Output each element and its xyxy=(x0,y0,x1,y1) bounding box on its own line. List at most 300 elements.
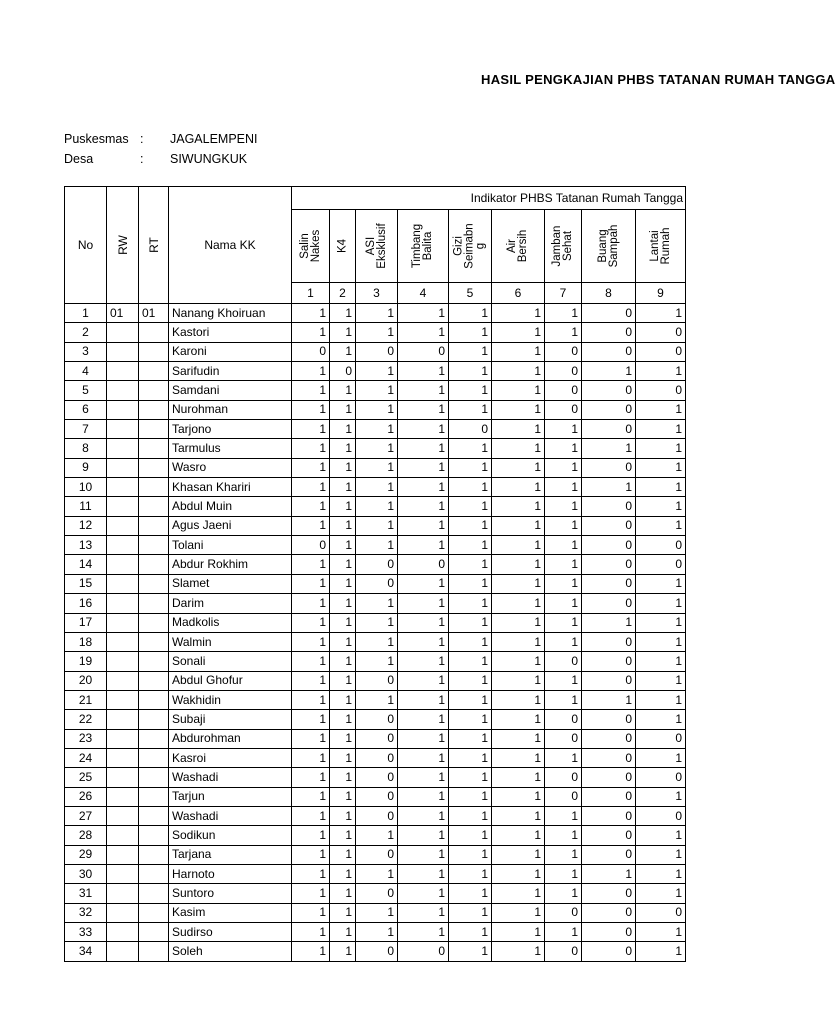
table-row xyxy=(65,903,686,922)
cell-indicator-9: 1 xyxy=(636,362,686,381)
cell-indicator-2: 0 xyxy=(330,362,356,381)
cell-rw xyxy=(107,555,139,574)
cell-no: 28 xyxy=(65,826,107,845)
table-row xyxy=(65,923,686,942)
cell-rw xyxy=(107,342,139,361)
cell-indicator-5: 1 xyxy=(449,942,492,961)
cell-indicator-4: 1 xyxy=(398,400,449,419)
cell-indicator-5: 1 xyxy=(449,613,492,632)
cell-indicator-7: 1 xyxy=(545,923,582,942)
table-row xyxy=(65,671,686,690)
cell-indicator-8: 1 xyxy=(582,439,636,458)
cell-indicator-5: 1 xyxy=(449,864,492,883)
cell-rw xyxy=(107,594,139,613)
cell-indicator-3: 0 xyxy=(356,768,398,787)
cell-no: 20 xyxy=(65,671,107,690)
cell-indicator-8: 0 xyxy=(582,710,636,729)
cell-indicator-2: 1 xyxy=(330,574,356,593)
cell-indicator-9: 0 xyxy=(636,729,686,748)
cell-indicator-7: 0 xyxy=(545,710,582,729)
cell-indicator-3: 0 xyxy=(356,729,398,748)
cell-indicator-5: 1 xyxy=(449,652,492,671)
cell-indicator-8: 0 xyxy=(582,516,636,535)
cell-indicator-7: 1 xyxy=(545,806,582,825)
cell-indicator-1: 1 xyxy=(292,787,330,806)
cell-indicator-7: 1 xyxy=(545,555,582,574)
cell-indicator-1: 1 xyxy=(292,884,330,903)
cell-indicator-6: 1 xyxy=(492,845,545,864)
cell-no: 16 xyxy=(65,594,107,613)
cell-indicator-6: 1 xyxy=(492,516,545,535)
cell-indicator-5: 1 xyxy=(449,884,492,903)
cell-indicator-4: 1 xyxy=(398,748,449,767)
cell-indicator-6: 1 xyxy=(492,613,545,632)
cell-no: 23 xyxy=(65,729,107,748)
cell-indicator-1: 1 xyxy=(292,613,330,632)
cell-indicator-7: 0 xyxy=(545,768,582,787)
cell-indicator-5: 1 xyxy=(449,342,492,361)
cell-indicator-6: 1 xyxy=(492,787,545,806)
cell-indicator-6: 1 xyxy=(492,923,545,942)
cell-indicator-7: 1 xyxy=(545,304,582,323)
cell-indicator-1: 1 xyxy=(292,768,330,787)
table-row xyxy=(65,381,686,400)
cell-indicator-9: 1 xyxy=(636,632,686,651)
cell-indicator-4: 1 xyxy=(398,497,449,516)
cell-nama-kk: Tarmulus xyxy=(169,439,292,458)
cell-indicator-5: 1 xyxy=(449,845,492,864)
cell-indicator-8: 1 xyxy=(582,362,636,381)
cell-indicator-6: 1 xyxy=(492,710,545,729)
cell-indicator-9: 1 xyxy=(636,458,686,477)
cell-rt xyxy=(139,826,169,845)
cell-indicator-7: 0 xyxy=(545,400,582,419)
cell-rt xyxy=(139,690,169,709)
cell-indicator-3: 0 xyxy=(356,942,398,961)
table-row xyxy=(65,516,686,535)
table-row xyxy=(65,342,686,361)
cell-indicator-7: 1 xyxy=(545,884,582,903)
cell-rt xyxy=(139,400,169,419)
table-row xyxy=(65,478,686,497)
cell-no: 7 xyxy=(65,420,107,439)
indicator-label-1: Salin Nakes xyxy=(292,210,330,283)
cell-indicator-2: 1 xyxy=(330,903,356,922)
cell-nama-kk: Suntoro xyxy=(169,884,292,903)
cell-indicator-9: 1 xyxy=(636,671,686,690)
desa-value: SIWUNGKUK xyxy=(170,152,248,166)
cell-indicator-2: 1 xyxy=(330,923,356,942)
cell-indicator-6: 1 xyxy=(492,555,545,574)
cell-no: 11 xyxy=(65,497,107,516)
cell-indicator-5: 0 xyxy=(449,420,492,439)
cell-indicator-9: 0 xyxy=(636,323,686,342)
cell-indicator-4: 0 xyxy=(398,942,449,961)
cell-indicator-8: 0 xyxy=(582,652,636,671)
cell-indicator-5: 1 xyxy=(449,710,492,729)
cell-indicator-6: 1 xyxy=(492,729,545,748)
cell-rt xyxy=(139,729,169,748)
cell-rw xyxy=(107,903,139,922)
cell-indicator-1: 1 xyxy=(292,671,330,690)
indicator-number-2: 2 xyxy=(330,283,356,304)
cell-indicator-9: 0 xyxy=(636,903,686,922)
cell-nama-kk: Subaji xyxy=(169,710,292,729)
cell-indicator-2: 1 xyxy=(330,478,356,497)
cell-indicator-5: 1 xyxy=(449,458,492,477)
cell-indicator-7: 0 xyxy=(545,942,582,961)
cell-indicator-2: 1 xyxy=(330,458,356,477)
header-no: No xyxy=(65,187,107,304)
cell-indicator-8: 1 xyxy=(582,864,636,883)
cell-indicator-3: 1 xyxy=(356,439,398,458)
cell-indicator-2: 1 xyxy=(330,497,356,516)
cell-indicator-7: 1 xyxy=(545,536,582,555)
header-indikator: Indikator PHBS Tatanan Rumah Tangga xyxy=(292,187,686,210)
cell-indicator-1: 1 xyxy=(292,420,330,439)
cell-indicator-7: 1 xyxy=(545,864,582,883)
cell-indicator-1: 1 xyxy=(292,632,330,651)
cell-indicator-6: 1 xyxy=(492,342,545,361)
cell-indicator-6: 1 xyxy=(492,400,545,419)
cell-indicator-9: 1 xyxy=(636,864,686,883)
cell-indicator-9: 1 xyxy=(636,923,686,942)
cell-indicator-4: 1 xyxy=(398,710,449,729)
cell-indicator-3: 0 xyxy=(356,884,398,903)
table-row xyxy=(65,574,686,593)
cell-indicator-2: 1 xyxy=(330,806,356,825)
cell-nama-kk: Kasim xyxy=(169,903,292,922)
cell-rt xyxy=(139,884,169,903)
cell-nama-kk: Harnoto xyxy=(169,864,292,883)
cell-indicator-1: 1 xyxy=(292,729,330,748)
cell-indicator-1: 1 xyxy=(292,362,330,381)
indicator-label-3: ASI Eksklusif xyxy=(356,210,398,283)
cell-rt xyxy=(139,458,169,477)
cell-rw xyxy=(107,748,139,767)
cell-indicator-2: 1 xyxy=(330,748,356,767)
cell-indicator-6: 1 xyxy=(492,362,545,381)
cell-indicator-8: 0 xyxy=(582,845,636,864)
cell-indicator-6: 1 xyxy=(492,671,545,690)
cell-indicator-9: 0 xyxy=(636,555,686,574)
cell-rt xyxy=(139,652,169,671)
desa-colon: : xyxy=(140,152,144,166)
cell-nama-kk: Abdul Ghofur xyxy=(169,671,292,690)
cell-no: 2 xyxy=(65,323,107,342)
phbs-table xyxy=(64,186,686,962)
cell-indicator-8: 0 xyxy=(582,400,636,419)
cell-indicator-2: 1 xyxy=(330,729,356,748)
cell-indicator-9: 1 xyxy=(636,613,686,632)
cell-indicator-1: 1 xyxy=(292,400,330,419)
cell-indicator-6: 1 xyxy=(492,884,545,903)
cell-indicator-2: 1 xyxy=(330,690,356,709)
table-row xyxy=(65,884,686,903)
puskesmas-value: JAGALEMPENI xyxy=(170,132,258,146)
cell-indicator-7: 0 xyxy=(545,787,582,806)
cell-indicator-7: 1 xyxy=(545,478,582,497)
cell-indicator-2: 1 xyxy=(330,768,356,787)
cell-indicator-2: 1 xyxy=(330,652,356,671)
cell-indicator-9: 1 xyxy=(636,652,686,671)
indicator-number-8: 8 xyxy=(582,283,636,304)
cell-indicator-1: 1 xyxy=(292,497,330,516)
cell-rt xyxy=(139,748,169,767)
cell-rw xyxy=(107,710,139,729)
table-row xyxy=(65,768,686,787)
cell-indicator-2: 1 xyxy=(330,381,356,400)
cell-indicator-2: 1 xyxy=(330,942,356,961)
cell-indicator-7: 1 xyxy=(545,671,582,690)
table-row xyxy=(65,748,686,767)
cell-nama-kk: Karoni xyxy=(169,342,292,361)
cell-indicator-2: 1 xyxy=(330,671,356,690)
cell-indicator-4: 1 xyxy=(398,478,449,497)
cell-indicator-2: 1 xyxy=(330,710,356,729)
cell-nama-kk: Sonali xyxy=(169,652,292,671)
cell-indicator-3: 1 xyxy=(356,923,398,942)
cell-indicator-9: 1 xyxy=(636,710,686,729)
cell-nama-kk: Agus Jaeni xyxy=(169,516,292,535)
table-row xyxy=(65,497,686,516)
cell-indicator-6: 1 xyxy=(492,690,545,709)
cell-indicator-4: 1 xyxy=(398,826,449,845)
cell-no: 29 xyxy=(65,845,107,864)
cell-indicator-9: 0 xyxy=(636,536,686,555)
cell-nama-kk: Nanang Khoiruan xyxy=(169,304,292,323)
page-title: HASIL PENGKAJIAN PHBS TATANAN RUMAH TANGGA xyxy=(481,72,835,87)
cell-indicator-5: 1 xyxy=(449,787,492,806)
cell-indicator-2: 1 xyxy=(330,884,356,903)
cell-no: 24 xyxy=(65,748,107,767)
cell-indicator-6: 1 xyxy=(492,574,545,593)
cell-indicator-4: 1 xyxy=(398,768,449,787)
cell-indicator-3: 1 xyxy=(356,381,398,400)
cell-indicator-9: 1 xyxy=(636,748,686,767)
cell-indicator-6: 1 xyxy=(492,864,545,883)
indicator-label-4: Timbang Balita xyxy=(398,210,449,283)
cell-nama-kk: Sodikun xyxy=(169,826,292,845)
cell-indicator-6: 1 xyxy=(492,632,545,651)
table-row xyxy=(65,864,686,883)
cell-nama-kk: Walmin xyxy=(169,632,292,651)
cell-indicator-8: 0 xyxy=(582,729,636,748)
cell-nama-kk: Sudirso xyxy=(169,923,292,942)
header-nama-kk: Nama KK xyxy=(169,187,292,304)
cell-indicator-7: 1 xyxy=(545,497,582,516)
indicator-label-2: K4 xyxy=(330,210,356,283)
cell-indicator-9: 1 xyxy=(636,942,686,961)
cell-rw xyxy=(107,323,139,342)
cell-indicator-5: 1 xyxy=(449,439,492,458)
cell-indicator-5: 1 xyxy=(449,923,492,942)
cell-indicator-9: 1 xyxy=(636,574,686,593)
cell-indicator-3: 1 xyxy=(356,536,398,555)
cell-indicator-3: 0 xyxy=(356,787,398,806)
puskesmas-colon: : xyxy=(140,132,144,146)
cell-rw xyxy=(107,516,139,535)
cell-rw xyxy=(107,768,139,787)
indicator-label-5: Gizi Seimabn g xyxy=(449,210,492,283)
cell-no: 15 xyxy=(65,574,107,593)
cell-rt xyxy=(139,342,169,361)
cell-indicator-7: 1 xyxy=(545,613,582,632)
cell-indicator-6: 1 xyxy=(492,304,545,323)
indicator-label-9: Lantai Rumah xyxy=(636,210,686,283)
cell-indicator-8: 0 xyxy=(582,381,636,400)
cell-no: 8 xyxy=(65,439,107,458)
cell-indicator-4: 0 xyxy=(398,342,449,361)
cell-indicator-7: 1 xyxy=(545,748,582,767)
cell-no: 18 xyxy=(65,632,107,651)
cell-indicator-7: 1 xyxy=(545,632,582,651)
cell-no: 27 xyxy=(65,806,107,825)
cell-indicator-4: 1 xyxy=(398,632,449,651)
table-row xyxy=(65,845,686,864)
cell-indicator-4: 1 xyxy=(398,536,449,555)
cell-indicator-8: 0 xyxy=(582,536,636,555)
cell-nama-kk: Washadi xyxy=(169,806,292,825)
cell-indicator-2: 1 xyxy=(330,439,356,458)
cell-indicator-5: 1 xyxy=(449,594,492,613)
cell-indicator-3: 1 xyxy=(356,690,398,709)
cell-indicator-3: 0 xyxy=(356,748,398,767)
cell-nama-kk: Tarjana xyxy=(169,845,292,864)
indicator-label-8: Buang Sampah xyxy=(582,210,636,283)
cell-indicator-7: 1 xyxy=(545,420,582,439)
cell-indicator-4: 1 xyxy=(398,864,449,883)
cell-rt xyxy=(139,362,169,381)
cell-indicator-9: 1 xyxy=(636,845,686,864)
indicator-number-5: 5 xyxy=(449,283,492,304)
cell-indicator-8: 0 xyxy=(582,748,636,767)
cell-rw xyxy=(107,806,139,825)
cell-indicator-1: 1 xyxy=(292,439,330,458)
cell-indicator-9: 0 xyxy=(636,768,686,787)
cell-indicator-8: 1 xyxy=(582,613,636,632)
table-row xyxy=(65,362,686,381)
cell-no: 31 xyxy=(65,884,107,903)
cell-indicator-2: 1 xyxy=(330,613,356,632)
cell-rt xyxy=(139,806,169,825)
cell-rt xyxy=(139,478,169,497)
cell-indicator-9: 1 xyxy=(636,400,686,419)
cell-indicator-3: 1 xyxy=(356,652,398,671)
cell-indicator-7: 0 xyxy=(545,342,582,361)
cell-rt: 01 xyxy=(139,304,169,323)
table-row xyxy=(65,304,686,323)
cell-indicator-4: 1 xyxy=(398,420,449,439)
cell-no: 30 xyxy=(65,864,107,883)
cell-indicator-5: 1 xyxy=(449,304,492,323)
cell-indicator-4: 0 xyxy=(398,555,449,574)
header-rw: RW xyxy=(107,187,139,304)
cell-indicator-4: 1 xyxy=(398,362,449,381)
cell-indicator-5: 1 xyxy=(449,478,492,497)
cell-indicator-2: 1 xyxy=(330,845,356,864)
cell-rt xyxy=(139,903,169,922)
cell-rt xyxy=(139,420,169,439)
cell-indicator-1: 1 xyxy=(292,652,330,671)
cell-indicator-1: 1 xyxy=(292,748,330,767)
cell-indicator-6: 1 xyxy=(492,768,545,787)
indicator-number-4: 4 xyxy=(398,283,449,304)
cell-indicator-1: 1 xyxy=(292,458,330,477)
indicator-number-3: 3 xyxy=(356,283,398,304)
cell-indicator-2: 1 xyxy=(330,516,356,535)
cell-rt xyxy=(139,594,169,613)
table-row xyxy=(65,632,686,651)
cell-indicator-6: 1 xyxy=(492,748,545,767)
cell-indicator-4: 1 xyxy=(398,613,449,632)
cell-rw xyxy=(107,787,139,806)
cell-indicator-2: 1 xyxy=(330,420,356,439)
cell-rw xyxy=(107,458,139,477)
cell-rw xyxy=(107,884,139,903)
cell-rt xyxy=(139,710,169,729)
table-row xyxy=(65,555,686,574)
cell-indicator-7: 0 xyxy=(545,362,582,381)
cell-indicator-8: 0 xyxy=(582,420,636,439)
cell-indicator-2: 1 xyxy=(330,864,356,883)
cell-nama-kk: Wasro xyxy=(169,458,292,477)
cell-indicator-4: 1 xyxy=(398,923,449,942)
cell-rw xyxy=(107,652,139,671)
cell-indicator-9: 1 xyxy=(636,439,686,458)
cell-nama-kk: Kastori xyxy=(169,323,292,342)
cell-indicator-4: 1 xyxy=(398,594,449,613)
cell-no: 13 xyxy=(65,536,107,555)
cell-indicator-3: 1 xyxy=(356,826,398,845)
cell-no: 34 xyxy=(65,942,107,961)
cell-indicator-3: 0 xyxy=(356,671,398,690)
cell-indicator-9: 1 xyxy=(636,690,686,709)
cell-indicator-5: 1 xyxy=(449,671,492,690)
cell-indicator-5: 1 xyxy=(449,536,492,555)
cell-rw xyxy=(107,536,139,555)
cell-indicator-2: 1 xyxy=(330,555,356,574)
cell-no: 12 xyxy=(65,516,107,535)
cell-indicator-1: 0 xyxy=(292,536,330,555)
indicator-label-7: Jamban Sehat xyxy=(545,210,582,283)
cell-indicator-3: 1 xyxy=(356,497,398,516)
cell-rw xyxy=(107,923,139,942)
cell-indicator-8: 0 xyxy=(582,458,636,477)
cell-indicator-3: 0 xyxy=(356,574,398,593)
cell-no: 22 xyxy=(65,710,107,729)
cell-rt xyxy=(139,555,169,574)
cell-rt xyxy=(139,536,169,555)
puskesmas-label: Puskesmas xyxy=(64,132,129,146)
cell-indicator-5: 1 xyxy=(449,555,492,574)
cell-no: 14 xyxy=(65,555,107,574)
cell-rw xyxy=(107,729,139,748)
cell-indicator-5: 1 xyxy=(449,381,492,400)
cell-no: 4 xyxy=(65,362,107,381)
cell-indicator-4: 1 xyxy=(398,806,449,825)
cell-indicator-7: 1 xyxy=(545,574,582,593)
cell-rw xyxy=(107,613,139,632)
cell-nama-kk: Tarjun xyxy=(169,787,292,806)
cell-indicator-3: 1 xyxy=(356,613,398,632)
cell-indicator-2: 1 xyxy=(330,400,356,419)
cell-indicator-2: 1 xyxy=(330,787,356,806)
cell-indicator-5: 1 xyxy=(449,516,492,535)
cell-indicator-8: 0 xyxy=(582,304,636,323)
cell-indicator-5: 1 xyxy=(449,497,492,516)
cell-indicator-5: 1 xyxy=(449,323,492,342)
